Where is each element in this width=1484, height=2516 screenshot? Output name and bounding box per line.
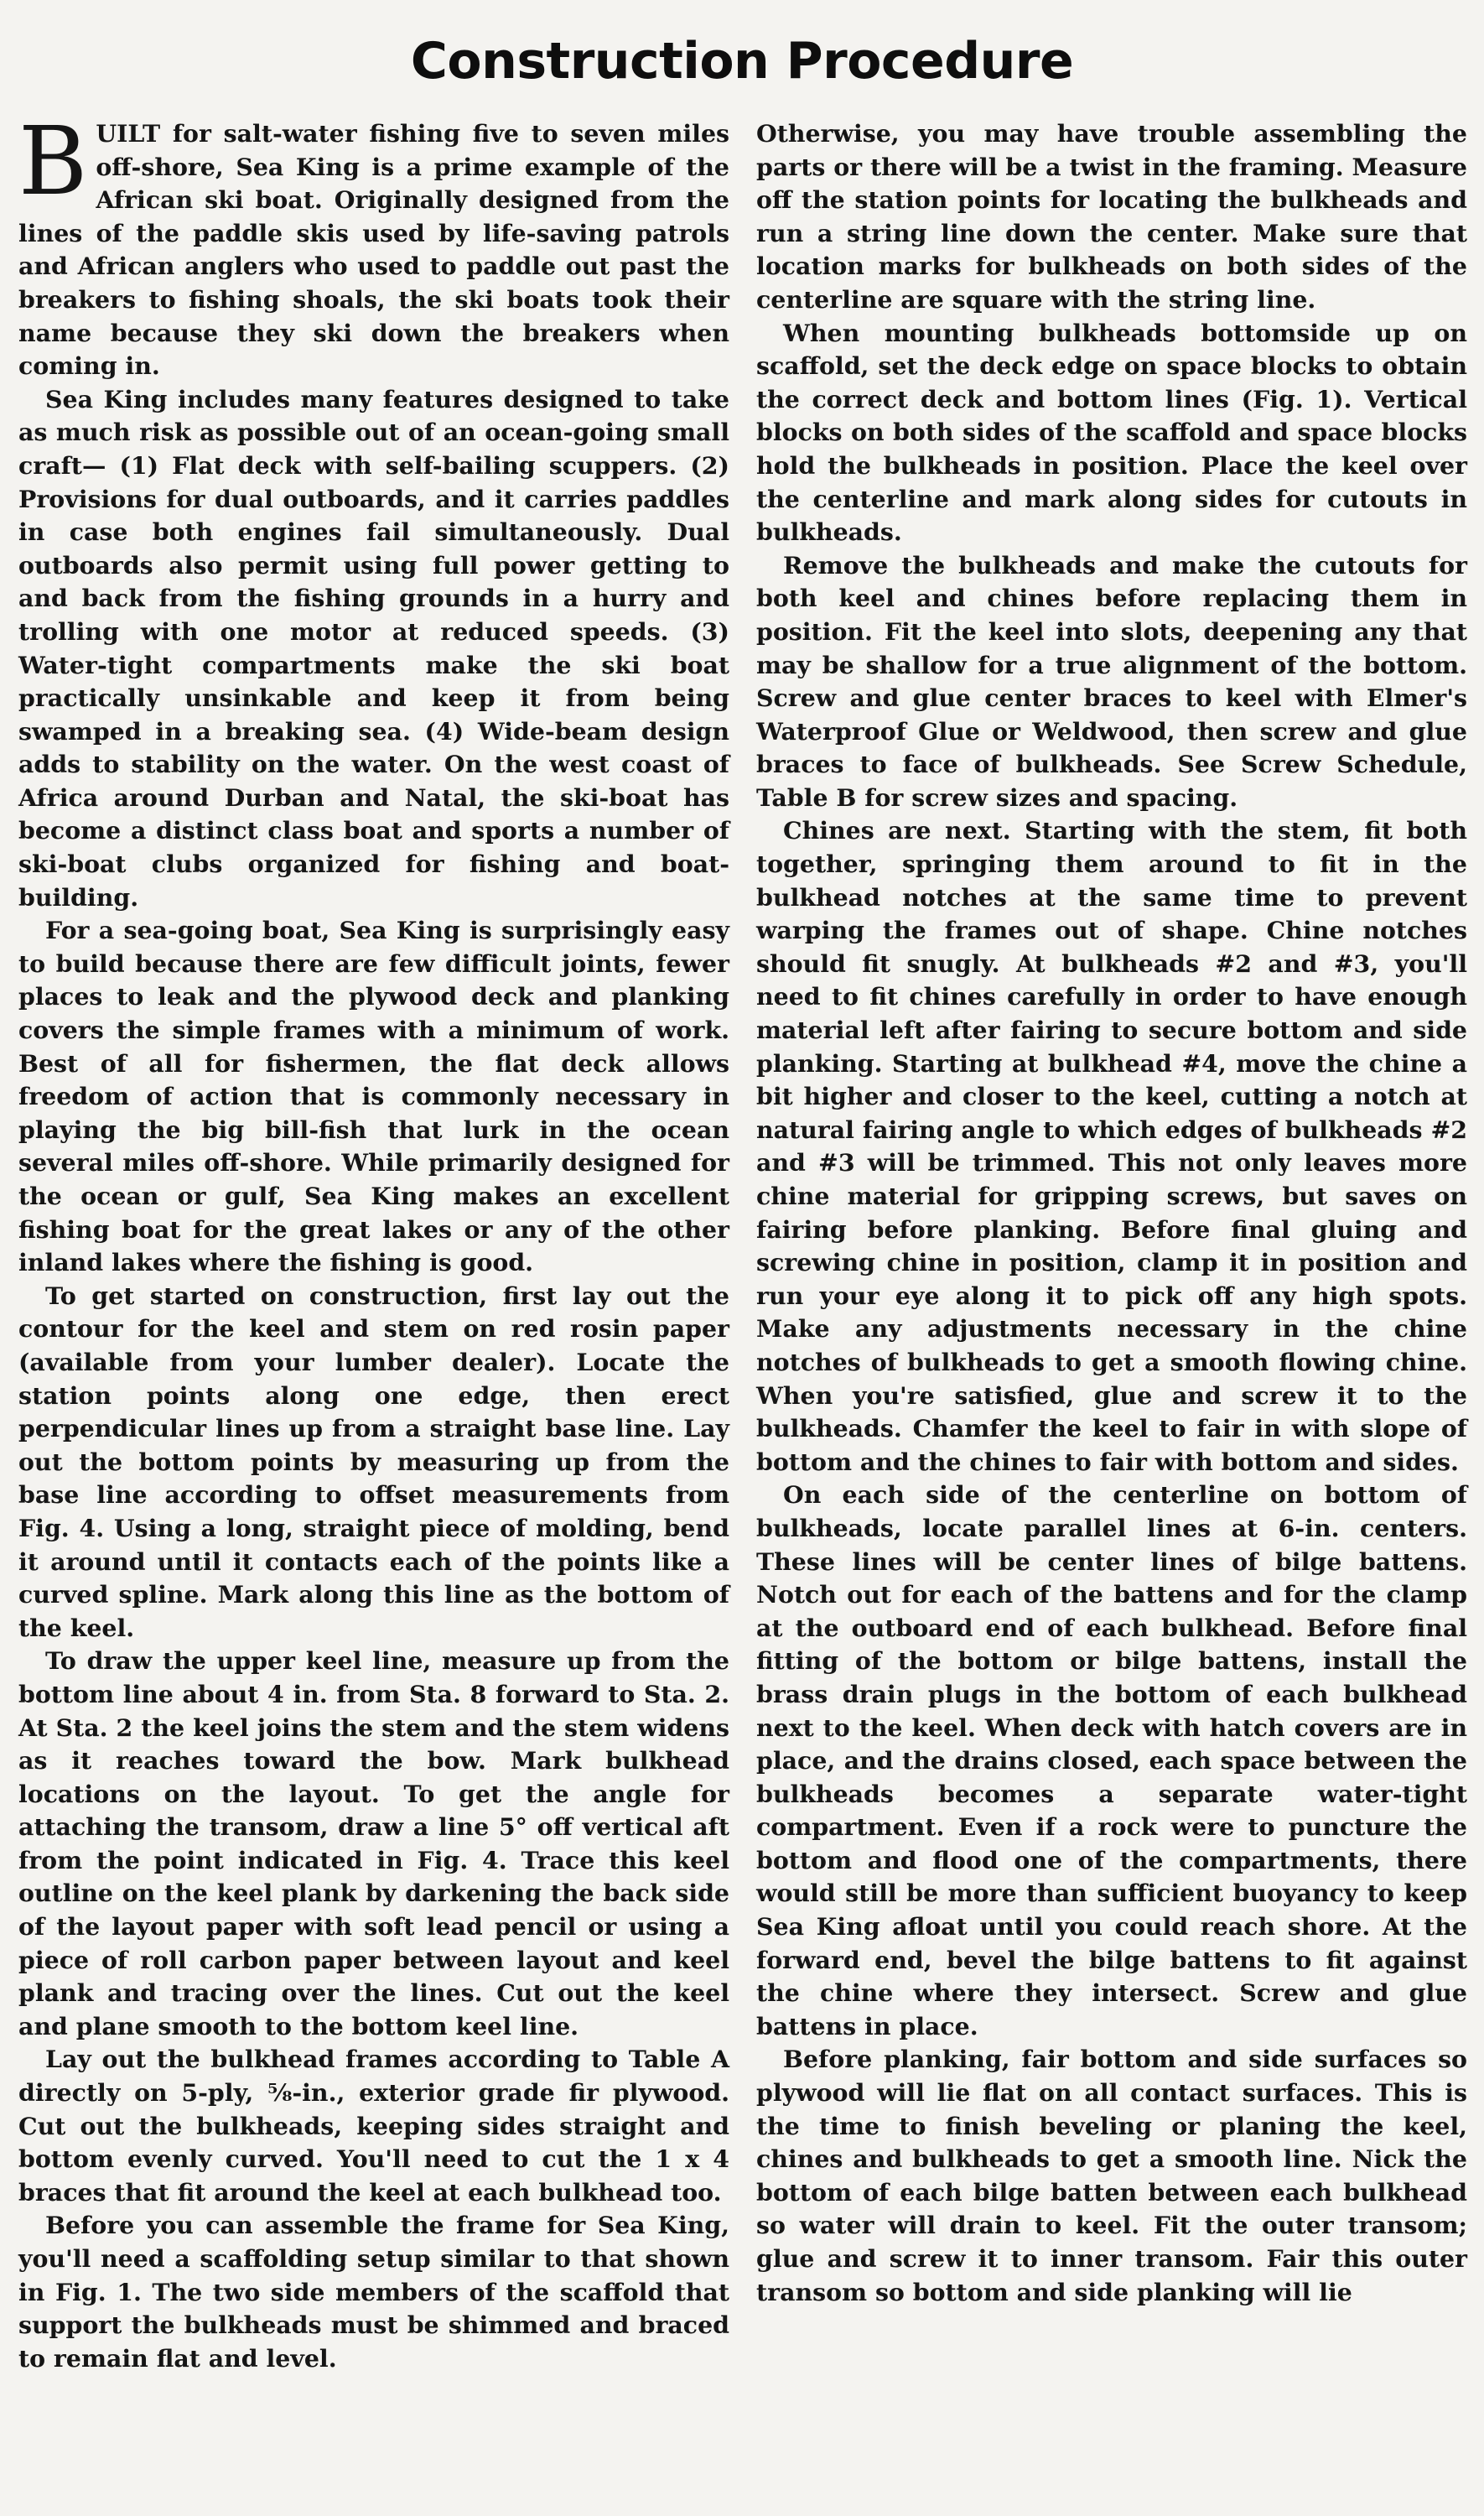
paragraph: Otherwise, you may have trouble assembling the parts or there will be a twist in the framing. Measure off the station points for locating the bulkheads and run a string line down the center. Make sure that location marks for bulkheads on both sides of the centerline are square with the string line. (756, 119, 1467, 314)
paragraph: Before you can assemble the frame for Sea King, you'll need a scaffolding setup similar to that shown in Fig. 1. The two side members of the scaffold that support the bulkheads must be shimmed and braced to remain flat and level. (18, 2211, 729, 2373)
paragraph: On each side of the centerline on bottom of bulkheads, locate parallel lines at 6-in. centers. These lines will be center lines of bilge battens. Notch out for each of the battens and for the clamp at the outboard end of each bulkhead. Before final fitting of the bottom or bilge battens, install the brass drain plugs in the bottom of each bulkhead next to the keel. When deck with hatch covers are in place, and the drains closed, each space between the bulkheads becomes a separate water-tight compartment. Even if a rock were to puncture the bottom and flood one of the compartments, there would still be more than sufficient buoyancy to keep Sea King afloat until you could reach shore. At the forward end, bevel the bilge battens to fit against the chine where they intersect. Screw and glue battens in place. (756, 1480, 1467, 2040)
paragraph: To draw the upper keel line, measure up from the bottom line about 4 in. from Sta. 8 forward to Sta. 2. At Sta. 2 the keel joins the stem and the stem widens as it reaches toward the bow. Mark bulkhead locations on the layout. To get the angle for attaching the transom, draw a line 5° off vertical aft from the point indicated in Fig. 4. Trace this keel outline on the keel plank by darkening the back side of the layout paper with soft lead pencil or using a piece of roll carbon paper between layout and keel plank and tracing over the lines. Cut out the keel and plane smooth to the bottom keel line. (18, 1646, 729, 2040)
drop-cap: B (18, 107, 88, 216)
page-title: Construction Procedure (410, 32, 1074, 91)
paragraph: Sea King includes many features designed to take as much risk as possible out of an ocean-going small craft— (1) Flat deck with self-bailing scuppers. (2) Provisions for dual outboards, and it carries paddles in case both engines fail simultaneously. Dual outboards also permit using full power getting to and back from the fishing grounds in a hurry and trolling with one motor at reduced speeds. (3) Water-tight compartments make the ski boat practically unsinkable and keep it from being swamped in a breaking sea. (4) Wide-beam design adds to stability on the water. On the west coast of Africa around Durban and Natal, the ski-boat has become a distinct class boat and sports a number of ski-boat clubs organized for fishing and boat-building. (18, 384, 729, 912)
paragraph: Before planking, fair bottom and side surfaces so plywood will lie flat on all contact surfaces. This is the time to finish beveling or planing the keel, chines and bulkheads to get a smooth line. Nick the bottom of each bilge batten between each bulkhead so water will drain to keel. Fit the outer transom; glue and screw it to inner transom. Fair this outer transom so bottom and side planking will lie (756, 2045, 1467, 2306)
paragraph (18, 107, 729, 383)
paragraph: Remove the bulkheads and make the cutouts for both keel and chines before replacing them in position. Fit the keel into slots, deepening any that may be shallow for a true alignment of the bottom. Screw and glue center braces to keel with Elmer's Waterproof Glue or Weldwood, then screw and glue braces to face of bulkheads. See Screw Schedule, Table B for screw sizes and spacing. (756, 550, 1467, 812)
paragraph-text: UILT for salt-water fishing five to seven miles off-shore, Sea King is a prime example of the African ski boat. Originally designed from the lines of the paddle skis used by life-saving patrols and African anglers who used to paddle out past the breakers to fishing shoals, the ski boats took their name because they ski down the breakers when coming in. (18, 119, 729, 381)
paragraph: Chines are next. Starting with the stem, fit both together, springing them around to fit in the bulkhead notches at the same time to prevent warping the frames out of shape. Chine notches should fit snugly. At bulkheads #2 and #3, you'll need to fit chines carefully in order to have enough material left after fairing to secure bottom and side planking. Starting at bulkhead #4, move the chine a bit higher and closer to the keel, cutting a notch at natural fairing angle to which edges of bulkheads #2 and #3 will be trimmed. This not only leaves more chine material for gripping screws, but saves on fairing before planking. Before final gluing and screwing chine in position, clamp it in position and run your eye along it to pick off any high spots. Make any adjustments necessary in the chine notches of bulkheads to get a smooth flowing chine. When you're satisfied, glue and screw it to the bulkheads. Chamfer the keel to fair in with slope of bottom and the chines to fair with bottom and sides. (756, 816, 1467, 1476)
paragraph: For a sea-going boat, Sea King is surprisingly easy to build because there are few difficult joints, fewer places to leak and the plywood deck and planking covers the simple frames with a minimum of work. Best of all for fishermen, the flat deck allows freedom of action that is commonly necessary in playing the big bill-fish that lurk in the ocean several miles off-shore. While primarily designed for the ocean or gulf, Sea King makes an excellent fishing boat for the great lakes or any of the other inland lakes where the fishing is good. (18, 916, 729, 1277)
left-column (18, 107, 729, 2375)
paragraph: When mounting bulkheads bottomside up on scaffold, set the deck edge on space blocks to obtain the correct deck and bottom lines (Fig. 1). Vertical blocks on both sides of the scaffold and space blocks hold the bulkheads in position. Place the keel over the centerline and mark along sides for cutouts in bulkheads. (756, 318, 1467, 547)
right-column (756, 117, 1467, 2309)
paragraph: Lay out the bulkhead frames according to Table A directly on 5-ply, ⅝-in., exterior grade fir plywood. Cut out the bulkheads, keeping sides straight and bottom evenly curved. You'll need to cut the 1 x 4 braces that fit around the keel at each bulkhead too. (18, 2045, 729, 2207)
paragraph: To get started on construction, first lay out the contour for the keel and stem on red rosin paper (available from your lumber dealer). Locate the station points along one edge, then erect perpendicular lines up from a straight base line. Lay out the bottom points by measuring up from the base line according to offset measurements from Fig. 4. Using a long, straight piece of molding, bend it around until it contacts each of the points like a curved spline. Mark along this line as the bottom of the keel. (18, 1281, 729, 1642)
